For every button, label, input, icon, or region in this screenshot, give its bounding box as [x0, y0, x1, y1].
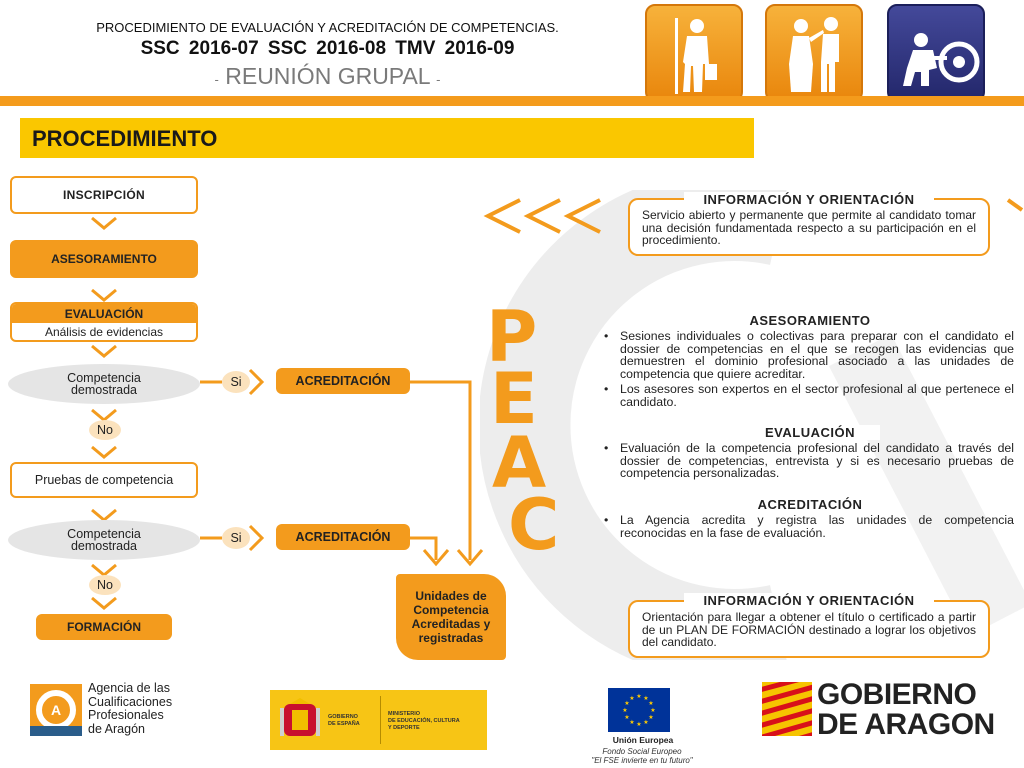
ministry-line-3: Y DEPORTE [388, 725, 420, 731]
svg-text:★: ★ [624, 700, 630, 707]
agency-line-3: Profesionales [88, 708, 164, 722]
step-evaluacion [10, 302, 198, 342]
aragon-line-1: GOBIERNO [817, 678, 977, 711]
arrow-down-icon [92, 510, 116, 520]
svg-text:★: ★ [624, 714, 630, 721]
asesoramiento-title: ASESORAMIENTO [730, 313, 890, 328]
svg-text:A: A [50, 702, 62, 718]
asesoramiento-bullet-1: • Sesiones individuales o colectivas para preparar con el candidato el dossier de competencias en el que se recogen las evidencias que demuestren el dominio profesional asociado a las unidades de competencia que quiere acreditar. [602, 330, 1014, 380]
eu-fund-name: Fondo Social Europeo [602, 747, 682, 756]
step-acreditacion-2: ACREDITACIÓN [276, 524, 410, 550]
svg-text:★: ★ [629, 719, 635, 726]
chevron-left-icon [482, 196, 622, 236]
acreditacion-title-right: ACREDITACIÓN [730, 497, 890, 512]
step-formacion: FORMACIÓN [36, 614, 172, 640]
svg-text:★: ★ [636, 693, 642, 700]
arrow-down-icon [92, 290, 116, 300]
eu-fund-motto: "El FSE invierte en tu futuro" [591, 756, 693, 765]
agency-logo-icon [30, 684, 82, 736]
chevron-right-icon [1006, 196, 1024, 236]
spain-gov-line-1: GOBIERNO [328, 714, 358, 720]
header-codes: SSC 2016-07 SSC 2016-08 TMV 2016-09 [140, 38, 515, 59]
header-meeting [0, 63, 655, 90]
aragon-flag-icon [762, 682, 812, 736]
ministry-line-1: MINISTERIO [388, 711, 421, 717]
yes-label-1: Si [222, 371, 250, 393]
svg-text:★: ★ [648, 700, 654, 707]
info-box-1-title: INFORMACIÓN Y ORIENTACIÓN [684, 192, 934, 207]
spain-gov-label [328, 714, 360, 728]
peac-letter-c: C [508, 484, 560, 566]
caregiver-silhouette [767, 6, 861, 100]
unidades-acreditadas: Unidades de Competencia Acreditadas y registradas [396, 574, 506, 660]
info-box-2 [628, 600, 990, 658]
svg-text:★: ★ [643, 719, 649, 726]
evaluacion-bullet-1: • Evaluación de la competencia profesional del candidato a través del dossier de competencias, entrevista y si es necesario pruebas de competencia personalizadas. [602, 442, 1014, 480]
agency-line-4: de Aragón [88, 721, 145, 736]
agency-line-2: Cualificaciones [88, 694, 173, 709]
arrow-down-icon [92, 565, 116, 575]
meeting-title: REUNIÓN GRUPAL [225, 63, 430, 89]
worker-silhouette [647, 6, 741, 100]
agency-line-1: Agencia de las [88, 681, 171, 695]
info-box-2-title: INFORMACIÓN Y ORIENTACIÓN [684, 593, 934, 608]
svg-text:★: ★ [629, 695, 635, 702]
mechanic-silhouette [889, 6, 983, 100]
evaluacion-list [602, 442, 1014, 483]
step-acreditacion-1: ACREDITACIÓN [276, 368, 410, 394]
asesoramiento-bullet-2: • Los asesores son expertos en el sector profesional al que pertenece el candidato. [602, 383, 1014, 408]
evaluacion-subtitle: Análisis de evidencias [44, 324, 164, 339]
worker-with-drill-icon [645, 4, 743, 102]
aragon-line-2: DE ARAGON [817, 708, 995, 741]
eu-fund [580, 747, 704, 765]
spain-coat-of-arms-icon [280, 698, 320, 742]
dash-right: - [436, 72, 441, 87]
acreditacion-list [602, 514, 1014, 542]
ministry-line-2: DE EDUCACIÓN, CULTURA [388, 718, 460, 724]
yes-label-2: Si [222, 527, 250, 549]
dash-left: - [214, 72, 219, 87]
step-asesoramiento: ASESORAMIENTO [10, 240, 198, 278]
spain-gov-line-2: DE ESPAÑA [328, 721, 360, 727]
info-box-1-text: Servicio abierto y permanente que permite al candidato tomar una decisión fundamentada respecto a su participación en el procedimiento. [642, 208, 976, 247]
peac-letter-p: P [486, 296, 538, 378]
header-orange-band [0, 96, 1024, 106]
no-label-2: No [89, 575, 121, 595]
aragon-government-logo [817, 680, 995, 740]
eu-flag [608, 688, 670, 732]
svg-text:★: ★ [636, 721, 642, 728]
no-label-1: No [89, 420, 121, 440]
spain-government-logo [270, 690, 487, 750]
asesoramiento-list [602, 330, 1014, 411]
arrow-down-icon [92, 410, 116, 420]
acreditacion-bullet-1: • La Agencia acredita y registra las unidades de competencia reconocidas en la fase de evaluación. [602, 514, 1014, 539]
decision-competencia-1: Competencia demostrada [8, 364, 200, 404]
step-pruebas: Pruebas de competencia [10, 462, 198, 498]
eu-name: Unión Europea [612, 735, 674, 745]
peac-letter-e: E [490, 358, 538, 440]
section-title: PROCEDIMIENTO [32, 126, 218, 151]
arrow-right-icon [250, 526, 262, 550]
arrow-down-icon [92, 598, 116, 608]
arrow-down-icon [92, 218, 116, 228]
svg-text:★: ★ [648, 714, 654, 721]
evaluacion-title-right: EVALUACIÓN [740, 425, 880, 440]
arrow-right-icon [250, 370, 262, 394]
decision-competencia-2: Competencia demostrada [8, 520, 200, 560]
ministry-label [388, 711, 460, 732]
mechanic-icon [887, 4, 985, 102]
svg-text:★: ★ [650, 707, 656, 714]
header-subtitle: PROCEDIMIENTO DE EVALUACIÓN Y ACREDITACIÓN DE COMPETENCIAS. [96, 20, 559, 35]
caregiver-icon [765, 4, 863, 102]
arrow-down-icon [92, 447, 116, 457]
svg-text:★: ★ [622, 707, 628, 714]
spain-divider [380, 696, 381, 744]
arrow-down-icon [92, 346, 116, 356]
agency-name [88, 682, 172, 736]
step-inscripcion: INSCRIPCIÓN [10, 176, 198, 214]
peac-letter-a: A [492, 422, 547, 504]
svg-text:★: ★ [643, 695, 649, 702]
evaluacion-title: EVALUACIÓN [12, 304, 196, 323]
eu-star-icon [608, 688, 670, 732]
info-box-2-text: Orientación para llegar a obtener el título o certificado a partir de un PLAN DE FORMACIÓN destinado a lograr los objetivos del candidato. [642, 610, 976, 649]
